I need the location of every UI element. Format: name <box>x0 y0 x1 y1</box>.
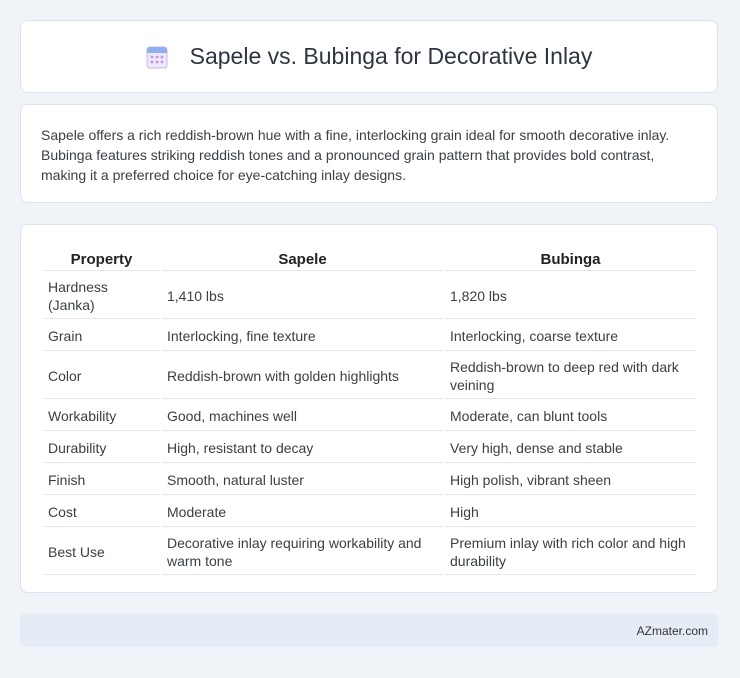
table-row <box>43 321 696 351</box>
bubinga-cell: High <box>445 497 696 527</box>
table-row <box>43 497 696 527</box>
comparison-table-card <box>20 224 718 593</box>
property-cell: Cost <box>43 497 160 527</box>
sapele-cell: Smooth, natural luster <box>162 465 443 495</box>
calendar-icon <box>146 45 168 69</box>
bubinga-cell: 1,820 lbs <box>445 273 696 319</box>
table-row <box>43 401 696 431</box>
sapele-cell: Good, machines well <box>162 401 443 431</box>
header-sapele: Sapele <box>162 244 443 271</box>
sapele-cell: Interlocking, fine texture <box>162 321 443 351</box>
title-wrap <box>146 43 593 70</box>
table-row <box>43 353 696 399</box>
bubinga-cell: Premium inlay with rich color and high durability <box>445 529 696 575</box>
footer-bar <box>20 614 718 647</box>
bubinga-cell: Very high, dense and stable <box>445 433 696 463</box>
bubinga-cell: Moderate, can blunt tools <box>445 401 696 431</box>
header-property: Property <box>43 244 160 271</box>
property-cell: Color <box>43 353 160 399</box>
property-cell: Finish <box>43 465 160 495</box>
intro-card <box>20 104 718 203</box>
sapele-cell: 1,410 lbs <box>162 273 443 319</box>
header-card <box>20 20 718 93</box>
sapele-cell: High, resistant to decay <box>162 433 443 463</box>
property-cell: Best Use <box>43 529 160 575</box>
property-cell: Durability <box>43 433 160 463</box>
property-cell: Workability <box>43 401 160 431</box>
table-row <box>43 529 696 575</box>
property-cell: Hardness (Janka) <box>43 273 160 319</box>
sapele-cell: Decorative inlay requiring workability and warm tone <box>162 529 443 575</box>
table-header-row <box>43 244 696 271</box>
comparison-table <box>41 242 698 577</box>
footer-credit: AZmater.com <box>636 623 708 638</box>
table-row <box>43 465 696 495</box>
table-row <box>43 273 696 319</box>
property-cell: Grain <box>43 321 160 351</box>
intro-text: Sapele offers a rich reddish-brown hue with a fine, interlocking grain ideal for smooth decorative inlay. Bubinga features striking reddish tones and a pronounced grain pattern that provides bold contrast, making it a preferred choice for eye-catching inlay designs. <box>41 127 670 183</box>
sapele-cell: Reddish-brown with golden highlights <box>162 353 443 399</box>
table-row <box>43 433 696 463</box>
bubinga-cell: High polish, vibrant sheen <box>445 465 696 495</box>
bubinga-cell: Reddish-brown to deep red with dark veining <box>445 353 696 399</box>
sapele-cell: Moderate <box>162 497 443 527</box>
bubinga-cell: Interlocking, coarse texture <box>445 321 696 351</box>
header-bubinga: Bubinga <box>445 244 696 271</box>
page-title: Sapele vs. Bubinga for Decorative Inlay <box>189 43 593 69</box>
